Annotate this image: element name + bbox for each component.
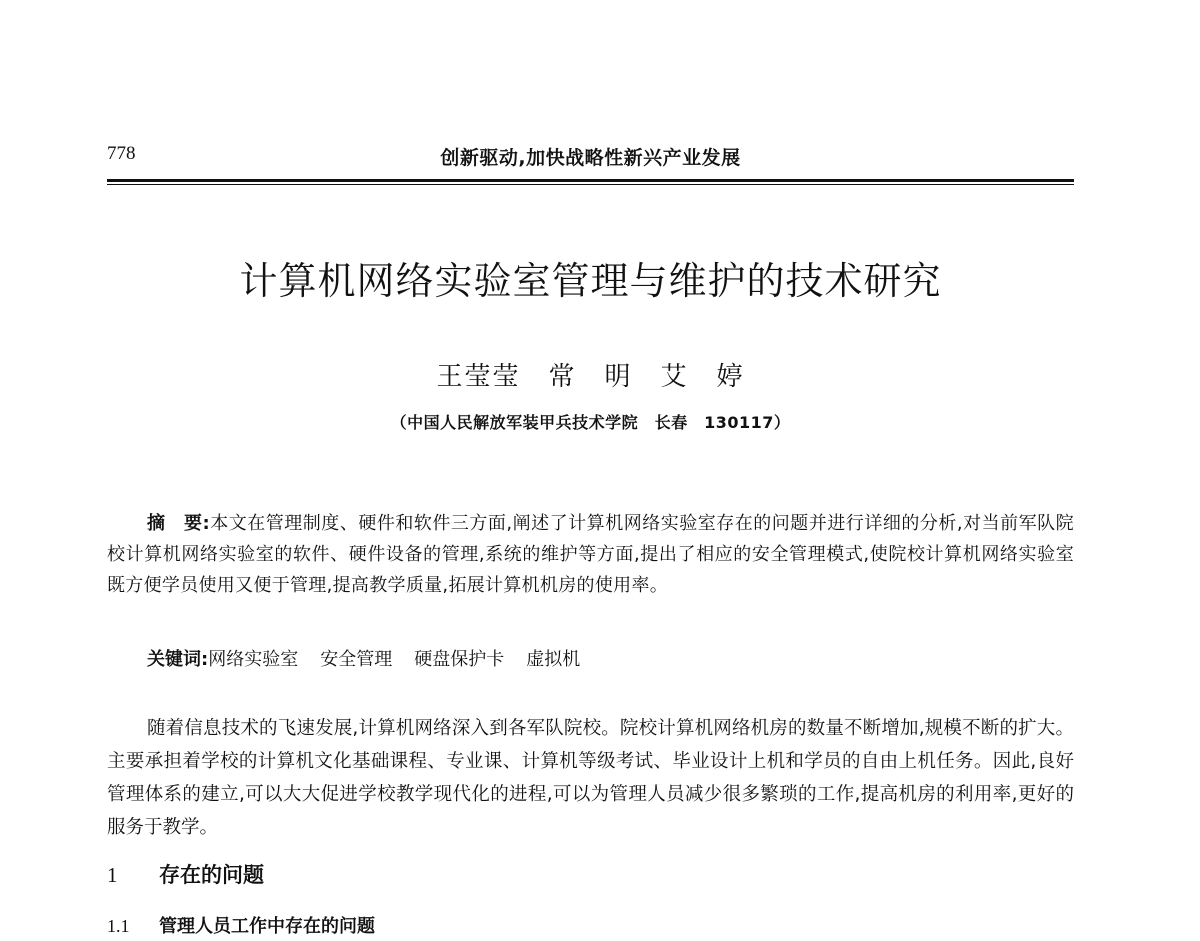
section-heading <box>107 859 264 889</box>
header-rule-thin <box>107 184 1074 185</box>
intro-paragraph: 随着信息技术的飞速发展,计算机网络深入到各军队院校。院校计算机网络机房的数量不断增加,规模不断的扩大。主要承担着学校的计算机文化基础课程、专业课、计算机等级考试、毕业设计上机和学员的自由上机任务。因此,良好管理体系的建立,可以大大促进学校教学现代化的进程,可以为管理人员减少很多繁琐的工作,提高机房的利用率,更好的服务于教学。 <box>107 718 1074 838</box>
abstract-text: 本文在管理制度、硬件和软件三方面,阐述了计算机网络实验室存在的问题并进行详细的分析,对当前军队院校计算机网络实验室的软件、硬件设备的管理,系统的维护等方面,提出了相应的安全管理模式,使院校计算机网络实验室既方便学员使用又便于管理,提高教学质量,拓展计算机机房的使用率。 <box>107 513 1074 596</box>
author-affiliation: （中国人民解放军装甲兵技术学院 长春 130117） <box>390 413 791 432</box>
section-title: 存在的问题 <box>159 863 264 887</box>
keyword-item: 硬盘保护卡 <box>414 649 505 670</box>
subsection-number: 1.1 <box>107 916 130 936</box>
subsection-heading <box>107 912 375 938</box>
author-list: 王莹莹 常 明 艾 婷 <box>436 362 745 392</box>
keywords-line <box>147 644 1074 675</box>
page-number: 778 <box>107 143 136 164</box>
section-number: 1 <box>107 863 118 887</box>
keywords-label: 关键词: <box>147 649 209 670</box>
abstract-paragraph <box>107 508 1074 601</box>
abstract-label: 摘 要: <box>147 513 211 534</box>
keyword-item: 虚拟机 <box>526 649 581 670</box>
subsection-title: 管理人员工作中存在的问题 <box>159 916 375 937</box>
journal-title: 创新驱动,加快战略性新兴产业发展 <box>440 147 741 169</box>
header-rule-thick <box>107 179 1074 182</box>
keyword-item: 安全管理 <box>320 649 393 670</box>
running-header <box>107 143 1074 173</box>
keyword-item: 网络实验室 <box>208 649 299 670</box>
paper-title: 计算机网络实验室管理与维护的技术研究 <box>239 259 942 303</box>
